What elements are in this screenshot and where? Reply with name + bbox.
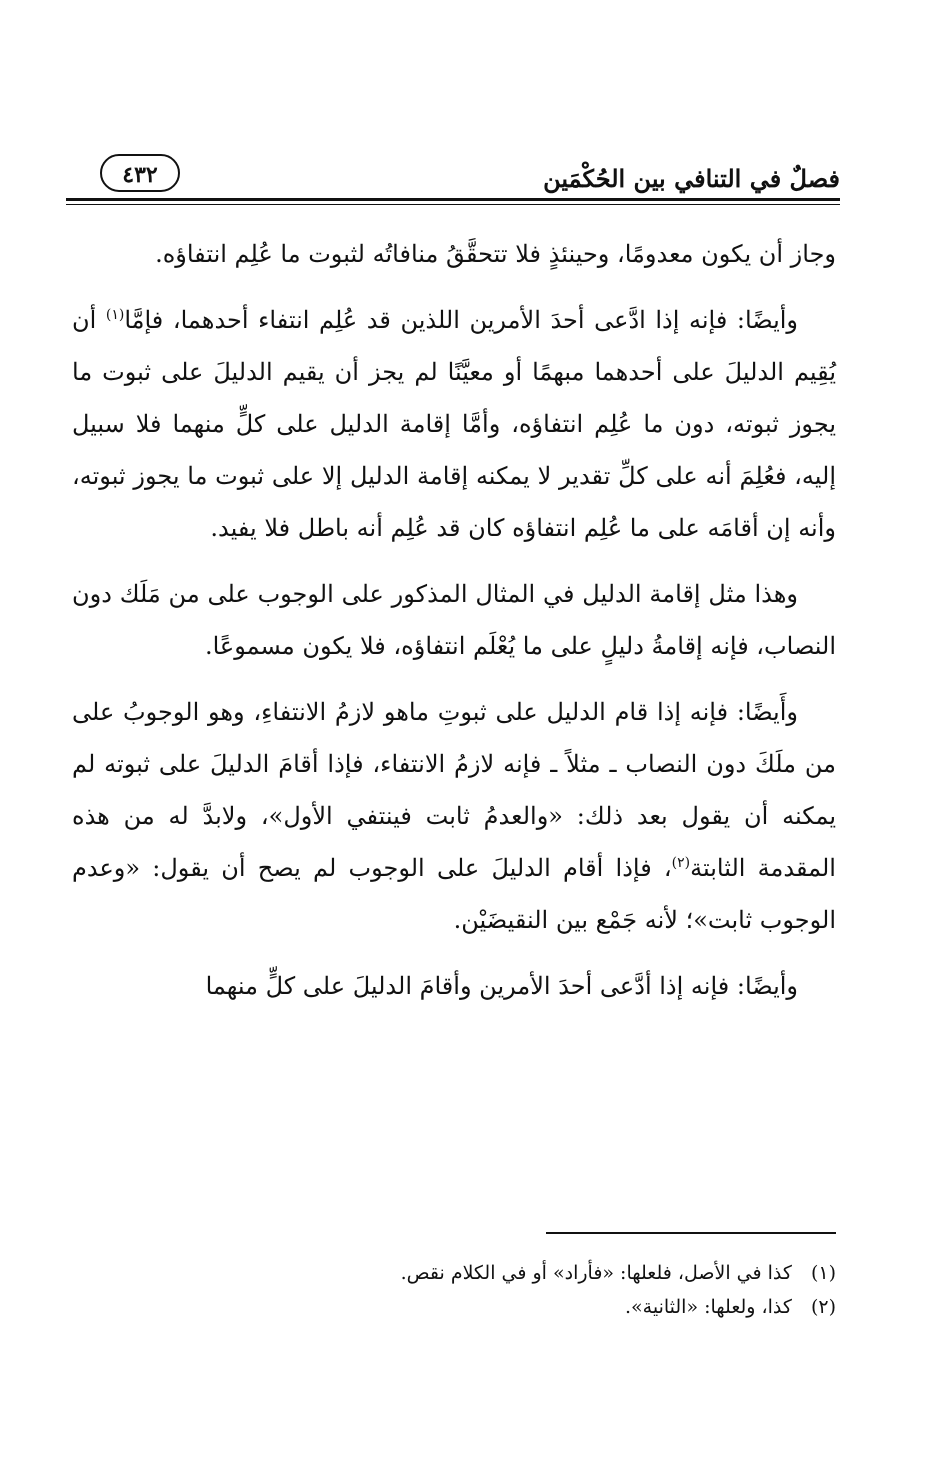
paragraph-text: وجاز أن يكون معدومًا، وحينئذٍ فلا تتحقَّقُ منافاتُه لثبوت ما عُلِم انتفاؤه. <box>155 240 836 268</box>
paragraph-text: وأيضًا: فإنه إذا ادَّعى أحدَ الأمرين اللذين قد عُلِم انتفاء أحدهما، فإمَّا <box>124 306 798 334</box>
paragraph-4 <box>72 686 836 946</box>
paragraph-5 <box>72 960 836 1012</box>
paragraph-text-cont: ، فإذا أقام الدليلَ على الوجوب لم يصح أن يقول: «وعدم الوجوب ثابت»؛ لأنه جَمْع بين النقيضَيْن. <box>72 854 836 934</box>
footnote-1 <box>120 1256 836 1290</box>
paragraph-text: وأَيضًا: فإنه إذا قام الدليل على ثبوتِ ماهو لازمُ الانتفاءِ، وهو الوجوبُ على من ملَكَ دون النصاب ـ مثلاً ـ فإنه لازمُ الانتفاء، فإذا أقامَ الدليلَ على ثبوته لم يمكنه أن يقول بعد ذلك: «والعدمُ ثابت فينتفي الأول»، ولابدَّ له من هذه المقدمة الثابتة <box>72 698 836 882</box>
footnote-ref-2: (٢) <box>671 855 691 871</box>
footnote-text: كذا، ولعلها: «الثانية». <box>624 1296 792 1318</box>
page-header <box>66 150 840 208</box>
paragraph-text: وأيضًا: فإنه إذا أدَّعى أحدَ الأمرين وأقامَ الدليلَ على كلٍّ منهما <box>205 972 798 1000</box>
paragraph-text-cont: أن يُقِيم الدليلَ على أحدهما مبهمًا أو معيَّنًا لم يجز أن يقيم الدليلَ على ثبوت ما يجوز ثبوته، دون ما عُلِم انتفاؤه، وأمَّا إقامة الدليل على كلٍّ منهما فلا سبيل إليه، فعُلِمَ أنه على كلِّ تقدير لا يمكنه إقامة الدليل إلا على ثبوت ما يجوز ثبوته، وأنه إن أقامَه على ما عُلِم انتفاؤه كان قد عُلِم أنه باطل فلا يفيد. <box>72 306 836 542</box>
paragraph-3 <box>72 568 836 672</box>
footnote-number: (٢) <box>810 1296 836 1318</box>
header-rule-thick <box>66 198 840 201</box>
footnote-text: كذا في الأصل، فلعلها: «فأراد» أو في الكلام نقص. <box>400 1262 792 1284</box>
paragraph-2 <box>72 294 836 554</box>
running-title: فصلٌ في التنافي بين الحُكْمَين <box>543 164 840 193</box>
footnote-separator <box>546 1232 836 1234</box>
header-rule-thin <box>66 204 840 205</box>
paragraph-text: وهذا مثل إقامة الدليل في المثال المذكور على الوجوب على من مَلَك دون النصاب، فإنه إقامةُ دليلٍ على ما يُعْلَم انتفاؤه، فلا يكون مسموعًا. <box>72 580 836 660</box>
footnote-ref-1: (١) <box>105 307 125 323</box>
page-number-badge: ٤٣٢ <box>100 154 180 192</box>
footnote-number: (١) <box>810 1262 836 1284</box>
footnotes <box>120 1256 836 1324</box>
footnote-2 <box>120 1290 836 1324</box>
paragraph-1 <box>72 228 836 280</box>
main-text <box>72 228 836 1026</box>
